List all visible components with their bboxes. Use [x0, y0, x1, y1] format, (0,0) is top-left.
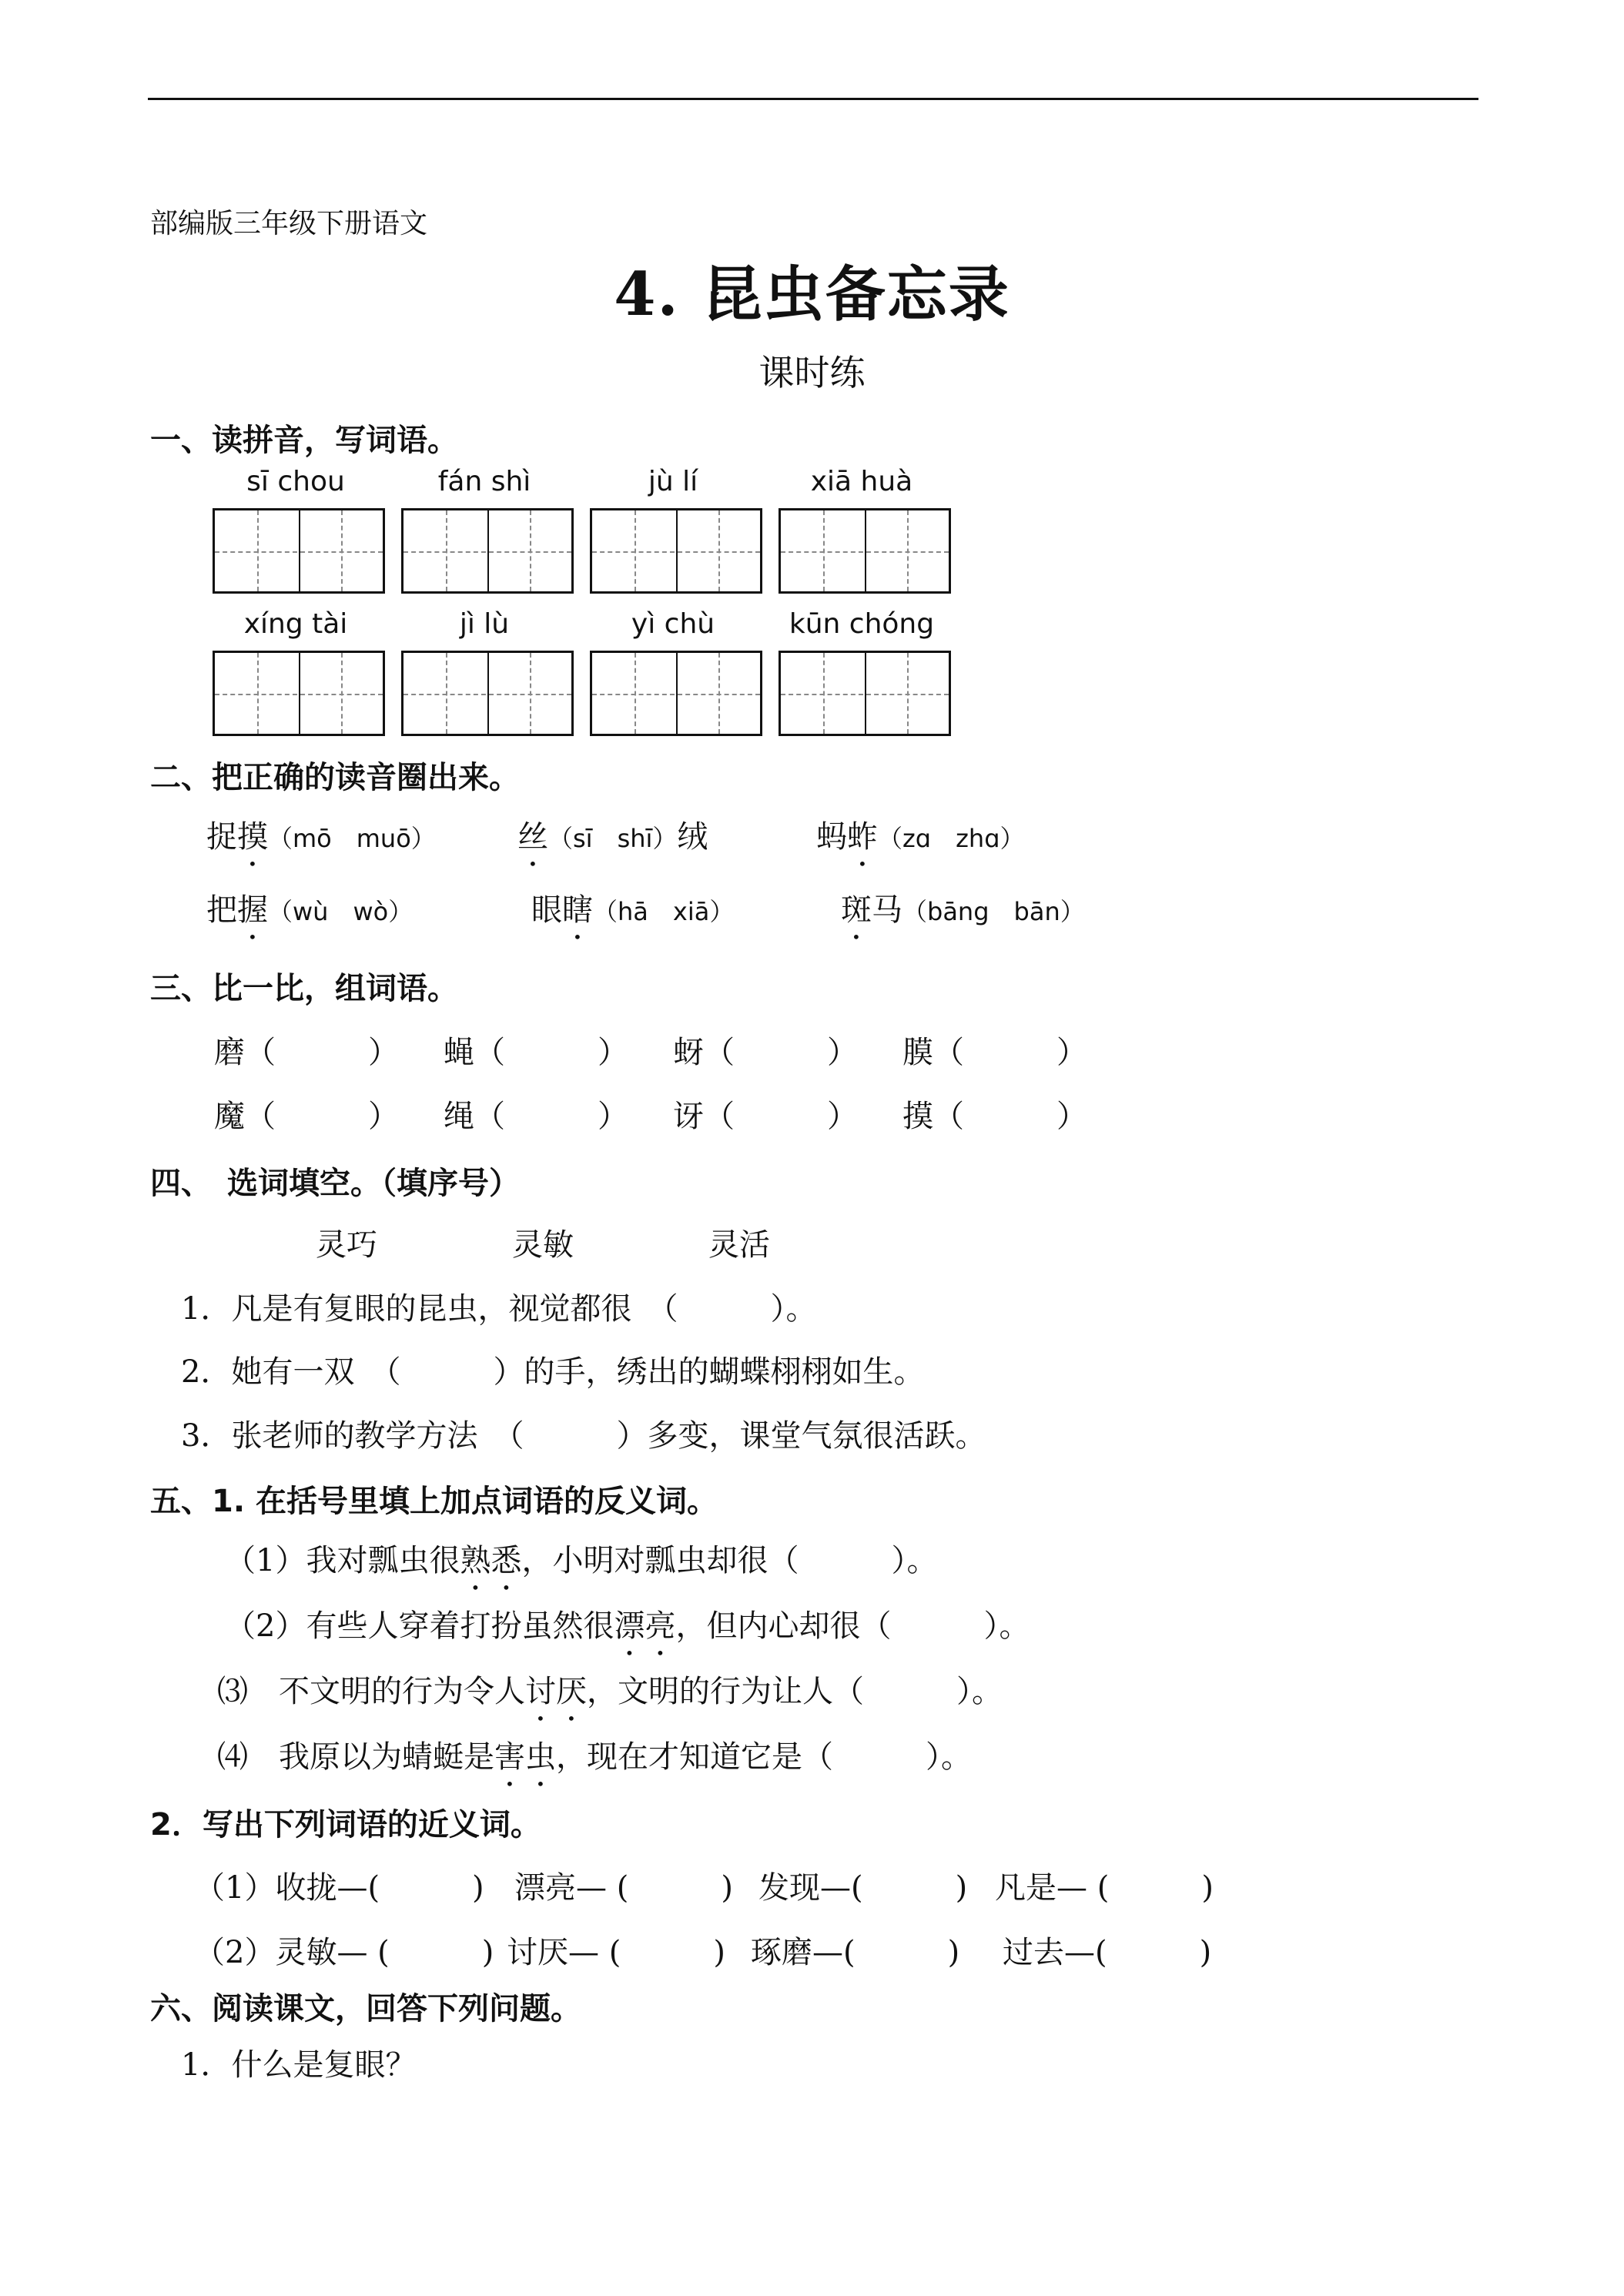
pinyin-8: kūn chóng	[789, 608, 935, 640]
antonym-question-3[interactable]	[217, 1667, 1003, 1728]
question-text: （1）我对瓢虫很	[225, 1543, 460, 1578]
synonym-item[interactable]: 过去—( )	[1003, 1935, 1212, 1970]
fill-question-2[interactable]: 2．她有一双 （ ）的手，绣出的蝴蝶栩栩如生。	[181, 1354, 925, 1390]
section-5-heading: 五、1. 在括号里填上加点词语的反义词。	[150, 1484, 718, 1519]
synonym-item[interactable]: （2）灵敏— ( )	[194, 1935, 494, 1970]
item-text: 捉	[206, 819, 237, 855]
reading-item[interactable]	[206, 812, 436, 873]
item-text: 把	[206, 892, 237, 928]
reading-item[interactable]	[531, 885, 734, 946]
compare-item[interactable]: 绳（ ）	[444, 1099, 628, 1134]
word-option: 灵活	[708, 1227, 770, 1263]
antonym-question-4[interactable]	[217, 1732, 972, 1793]
writing-grid[interactable]	[401, 651, 574, 736]
writing-grid[interactable]	[779, 508, 951, 594]
word-option: 灵巧	[316, 1227, 377, 1263]
top-rule	[148, 98, 1478, 100]
compare-item[interactable]: 磨（ ）	[214, 1035, 399, 1070]
page-subtitle: 课时练	[758, 352, 866, 393]
synonym-item[interactable]: 凡是— ( )	[995, 1870, 1214, 1906]
pinyin-3: jù lí	[648, 466, 698, 497]
pinyin-options: （bāng bān）	[902, 897, 1085, 926]
item-text: 蚂	[816, 819, 847, 855]
pinyin-options: （hā xiā）	[593, 897, 735, 926]
antonym-question-1[interactable]	[225, 1536, 937, 1597]
synonym-item[interactable]: 漂亮— ( )	[514, 1870, 733, 1906]
question-text: ⑷ 我原以为蜻蜓是	[217, 1739, 494, 1775]
synonym-item[interactable]: （1）收拢—( )	[194, 1870, 484, 1906]
compare-item[interactable]: 摸（ ）	[902, 1099, 1087, 1134]
item-text: 眼	[531, 892, 562, 928]
pinyin-options: （wù wò）	[268, 897, 414, 926]
question-text: ，小明对瓢虫却很（ ）。	[521, 1543, 938, 1578]
word-option: 灵敏	[512, 1227, 574, 1263]
pinyin-options: （sī shī）	[548, 824, 678, 853]
fill-question-3[interactable]: 3．张老师的教学方法 （ ）多变，课堂气氛很活跃。	[181, 1418, 986, 1454]
dotted-char: 握	[237, 892, 268, 928]
section-4-heading: 四、 选词填空。（填序号）	[150, 1166, 520, 1201]
writing-grid[interactable]	[213, 508, 385, 594]
pinyin-6: jì lù	[459, 608, 510, 640]
pinyin-1: sī chou	[246, 466, 345, 497]
dotted-char: 蚱	[847, 819, 878, 855]
dotted-char: 丝	[517, 819, 548, 855]
compare-item[interactable]: 膜（ ）	[902, 1035, 1087, 1070]
pinyin-4: xiā huà	[810, 466, 913, 497]
dotted-char: 斑	[841, 892, 872, 928]
item-text: 马	[872, 892, 902, 928]
dotted-char: 摸	[237, 819, 268, 855]
reading-item[interactable]	[816, 812, 1025, 873]
dotted-word: 熟悉	[460, 1543, 522, 1578]
writing-grid[interactable]	[779, 651, 951, 736]
section-6-heading: 六、阅读课文，回答下列问题。	[150, 1991, 581, 2027]
writing-grid[interactable]	[590, 508, 762, 594]
question-text: ⑶ 不文明的行为令人	[217, 1674, 525, 1709]
compare-item[interactable]: 魔（ ）	[214, 1099, 399, 1134]
page-title: 4. 昆虫备忘录	[614, 259, 1010, 330]
synonym-item[interactable]: 琢磨—( )	[751, 1935, 960, 1970]
writing-grid[interactable]	[213, 651, 385, 736]
section-2-heading: 二、把正确的读音圈出来。	[150, 760, 520, 795]
fill-question-1[interactable]: 1．凡是有复眼的昆虫，视觉都很 （ ）。	[181, 1291, 817, 1327]
question-text: （2）有些人穿着打扮虽然很	[225, 1608, 614, 1644]
question-text: ，现在才知道它是（ ）。	[556, 1739, 972, 1775]
writing-grid[interactable]	[401, 508, 574, 594]
pinyin-options: （mō muō）	[268, 824, 436, 853]
pinyin-2: fán shì	[437, 466, 531, 497]
writing-grid[interactable]	[590, 651, 762, 736]
dotted-word: 害虫	[494, 1739, 556, 1775]
pinyin-5: xíng tài	[243, 608, 348, 640]
synonym-item[interactable]: 发现—( )	[758, 1870, 968, 1906]
reading-item[interactable]	[206, 885, 413, 946]
section-3-heading: 三、比一比，组词语。	[150, 971, 458, 1006]
compare-item[interactable]: 蚜（ ）	[673, 1035, 858, 1070]
reading-question-1[interactable]: 1．什么是复眼？	[181, 2047, 417, 2083]
synonym-item[interactable]: 讨厌— ( )	[507, 1935, 725, 1970]
question-text: ，文明的行为让人（ ）。	[587, 1674, 1003, 1709]
reading-item[interactable]	[517, 812, 708, 873]
question-text: ，但内心却很（ ）。	[675, 1608, 1030, 1644]
dotted-word: 漂亮	[614, 1608, 676, 1644]
compare-item[interactable]: 蝇（ ）	[444, 1035, 628, 1070]
compare-item[interactable]: 讶（ ）	[673, 1099, 858, 1134]
dotted-word: 讨厌	[525, 1674, 587, 1709]
pinyin-options: （zɑ zhɑ）	[878, 824, 1025, 853]
antonym-question-2[interactable]	[225, 1602, 1030, 1662]
pinyin-7: yì chù	[631, 608, 715, 640]
section-1-heading: 一、读拼音，写词语。	[150, 423, 458, 458]
dotted-char: 瞎	[562, 892, 593, 928]
item-text: 绒	[677, 819, 708, 855]
section-5b-heading: 2．写出下列词语的近义词。	[150, 1807, 541, 1842]
reading-item[interactable]	[841, 885, 1085, 946]
book-label: 部编版三年级下册语文	[150, 208, 428, 239]
